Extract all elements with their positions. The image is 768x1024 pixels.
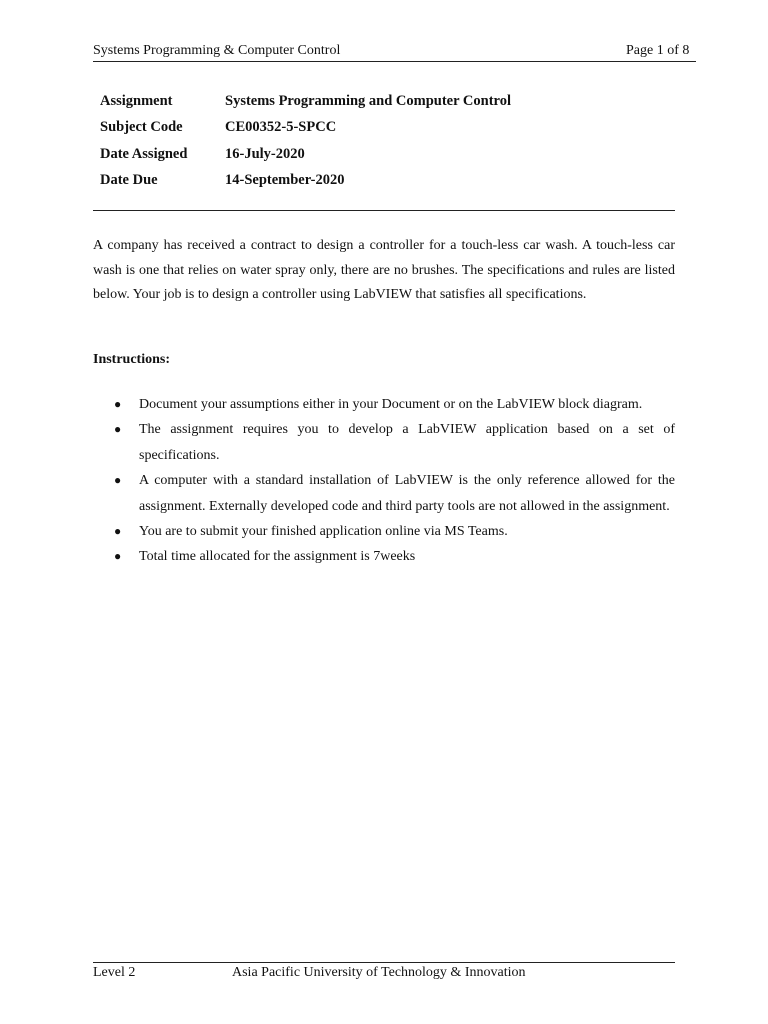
instructions-list	[93, 392, 675, 570]
meta-label: Date Assigned	[100, 145, 188, 162]
bullet-icon: ●	[114, 473, 122, 488]
meta-value: Systems Programming and Computer Control	[225, 93, 511, 109]
meta-value: 14-September-2020	[225, 171, 345, 188]
meta-value: 16-July-2020	[225, 145, 305, 162]
meta-row-date-assigned	[100, 144, 511, 170]
meta-label: Assignment	[100, 93, 173, 109]
intro-paragraph: A company has received a contract to design a controller for a touch-less car wash. A touch-less car wash is one that relies on water spray only, there are no brushes. The specifications and rules are listed below. Your job is to design a controller using LabVIEW that satisfies all specifications.	[93, 238, 675, 303]
meta-value: CE00352-5-SPCC	[225, 119, 337, 136]
list-item-text: Total time allocated for the assignment is 7weeks	[139, 549, 416, 565]
header-title: Systems Programming & Computer Control	[93, 43, 341, 58]
header-divider	[93, 61, 696, 62]
list-item	[93, 417, 675, 468]
list-item-text: Document your assumptions either in your Document or on the LabVIEW block diagram.	[139, 397, 643, 412]
meta-label: Date Due	[100, 171, 158, 188]
list-item-text: The assignment requires you to develop a LabVIEW application based on a set of specifications.	[139, 422, 675, 463]
instructions-heading: Instructions:	[93, 352, 171, 367]
list-item	[93, 519, 675, 544]
section-divider	[93, 210, 675, 211]
meta-row-assignment	[100, 91, 511, 117]
meta-label: Subject Code	[100, 119, 183, 136]
list-item-text: A computer with a standard installation of LabVIEW is the only reference allowed for the assignment. Externally developed code and third party tools are not allowed in the assignment.	[139, 473, 675, 514]
list-item-text: You are to submit your finished application online via MS Teams.	[139, 524, 508, 540]
footer-institution: Asia Pacific University of Technology & Innovation	[232, 965, 526, 980]
list-item	[93, 468, 675, 519]
list-item	[93, 544, 675, 569]
bullet-icon: ●	[114, 397, 122, 411]
meta-row-date-due	[100, 170, 511, 196]
meta-row-subject-code	[100, 117, 511, 143]
footer-level: Level 2	[93, 965, 136, 980]
bullet-icon: ●	[114, 524, 122, 539]
bullet-icon: ●	[114, 422, 122, 437]
list-item	[93, 392, 675, 417]
page-number: Page 1 of 8	[626, 43, 690, 58]
assignment-details	[100, 91, 511, 196]
footer-divider	[93, 962, 675, 963]
bullet-icon: ●	[114, 549, 122, 564]
